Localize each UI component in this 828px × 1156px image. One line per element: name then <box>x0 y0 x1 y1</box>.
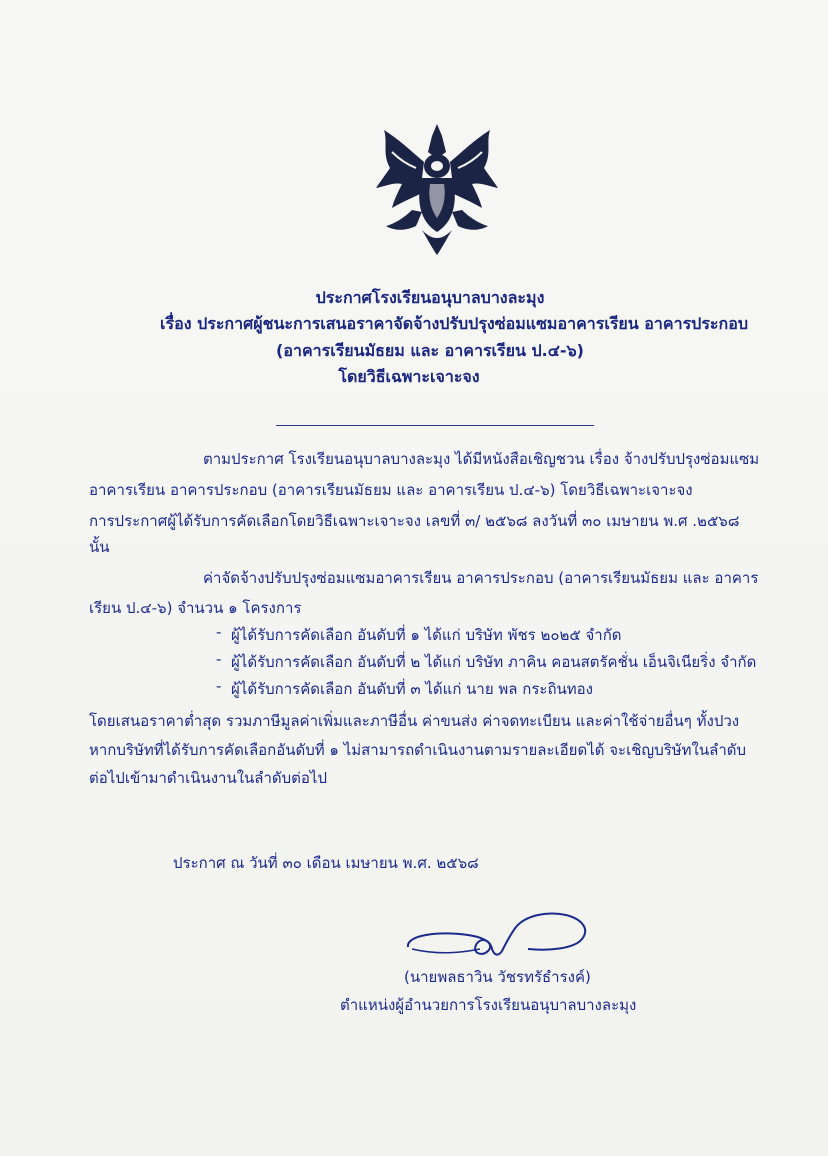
winner-item: ผู้ได้รับการคัดเลือก อันดับที่ ๓ ได้แก่ นาย พล กระถินทอง <box>231 680 594 698</box>
paragraph-3-line: โดยเสนอราคาต่ำสุด รวมภาษีมูลค่าเพิ่มและภาษีอื่น ค่าขนส่ง ค่าจดทะเบียน และค่าใช้จ่ายอื่นๆ ทั้งปวง <box>89 712 740 730</box>
document-subject: เรื่อง ประกาศผู้ชนะการเสนอราคาจัดจ้างปรับปรุงซ่อมแซมอาคารเรียน อาคารประกอบ <box>160 314 748 333</box>
announcement-date: ประกาศ ณ วันที่ ๓๐ เดือน เมษายน พ.ศ. ๒๕๖๘ <box>173 854 479 872</box>
paragraph-3-line: ต่อไปเข้ามาดำเนินงานในลำดับต่อไป <box>89 769 328 787</box>
paragraph-2-line: เรียน ป.๔-๖) จำนวน ๑ โครงการ <box>89 599 302 617</box>
winner-item: ผู้ได้รับการคัดเลือก อันดับที่ ๒ ได้แก่ บริษัท ภาคิน คอนสตรัคชั่น เอ็นจิเนียริ่ง จำกัด <box>231 653 757 671</box>
paragraph-1-line: การประกาศผู้ได้รับการคัดเลือกโดยวิธีเฉพาะเจาะจง เลขที่ ๓/ ๒๕๖๘ ลงวันที่ ๓๐ เมษายน พ.ศ .๒๕๖๘ <box>89 512 740 530</box>
paragraph-1-line: นั้น <box>89 538 110 556</box>
paragraph-1-line: ตามประกาศ โรงเรียนอนุบาลบางละมุง ได้มีหนังสือเชิญชวน เรื่อง จ้างปรับปรุงซ่อมแซม <box>203 450 760 468</box>
document-method: โดยวิธีเฉพาะเจาะจง <box>338 367 480 386</box>
bullet-dash: - <box>216 623 222 641</box>
document-subject-detail: (อาคารเรียนมัธยม และ อาคารเรียน ป.๔-๖) <box>276 341 584 360</box>
signer-position: ตำแหน่งผู้อำนวยการโรงเรียนอนุบาลบางละมุง <box>340 996 637 1014</box>
signer-name: (นายพลธาวิน วัชรทรัธำรงค์) <box>404 968 591 986</box>
garuda-emblem-icon <box>372 122 502 257</box>
title-divider <box>276 425 594 426</box>
bullet-dash: - <box>216 650 222 668</box>
paragraph-3-line: หากบริษัทที่ได้รับการคัดเลือกอันดับที่ ๑ ไม่สามารถดำเนินงานตามรายละเอียดได้ จะเชิญบริษัทในลำดับ <box>89 741 747 759</box>
paragraph-2-line: ค่าจัดจ้างปรับปรุงซ่อมแซมอาคารเรียน อาคารประกอบ (อาคารเรียนมัธยม และ อาคาร <box>203 569 759 587</box>
paragraph-1-line: อาคารเรียน อาคารประกอบ (อาคารเรียนมัธยม และ อาคารเรียน ป.๔-๖) โดยวิธีเฉพาะเจาะจง <box>89 481 693 499</box>
document-title: ประกาศโรงเรียนอนุบาลบางละมุง <box>315 288 545 307</box>
winner-item: ผู้ได้รับการคัดเลือก อันดับที่ ๑ ได้แก่ บริษัท พัชร ๒๐๒๕ จำกัด <box>231 626 622 644</box>
bullet-dash: - <box>216 677 222 695</box>
